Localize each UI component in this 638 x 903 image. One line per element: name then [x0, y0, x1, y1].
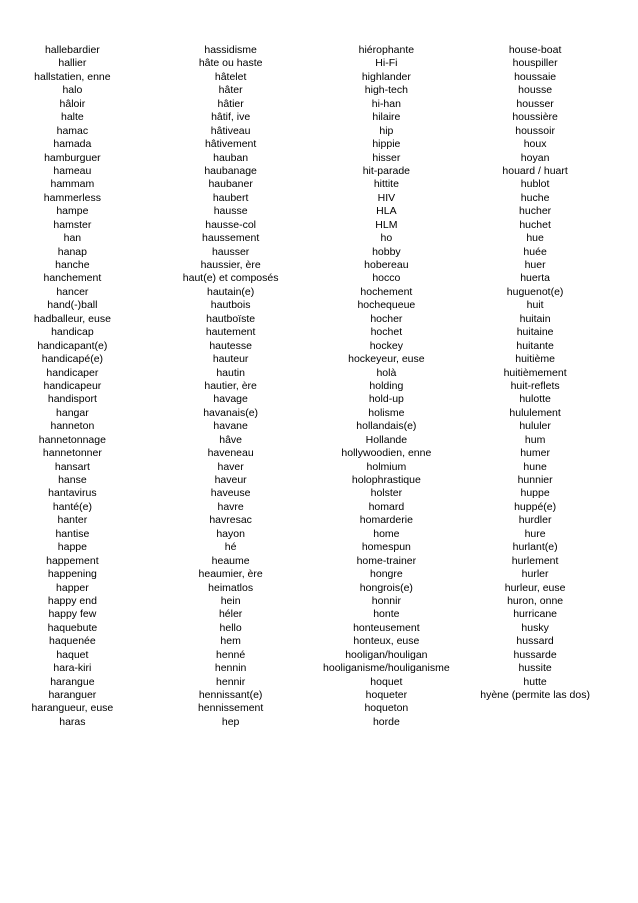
word-entry: hocco	[372, 272, 401, 285]
word-entry: hanter	[57, 514, 88, 527]
word-entry: Hi-Fi	[375, 57, 398, 70]
word-entry: haussement	[202, 232, 260, 245]
word-entry: huitaine	[516, 326, 554, 339]
word-column-4	[470, 44, 600, 729]
word-entry: happer	[56, 581, 89, 594]
word-entry: hennissant(e)	[198, 689, 263, 701]
word-entry: HLA	[376, 205, 397, 218]
word-entry: hausse-col	[205, 218, 257, 231]
word-entry: hautier, ère	[204, 379, 257, 392]
word-entry: hune	[523, 460, 547, 473]
word-column-2	[161, 44, 301, 729]
word-entry: huit	[526, 299, 544, 312]
word-entry: housse	[518, 84, 553, 97]
word-entry: hantise	[55, 527, 90, 540]
word-entry: happy few	[48, 608, 97, 621]
word-entry: hâtier	[217, 97, 244, 110]
word-entry: heimatlos	[208, 581, 254, 594]
word-entry: hochequeue	[357, 299, 416, 312]
word-entry: high-tech	[364, 84, 408, 97]
word-entry: hockey	[369, 339, 403, 352]
word-entry: haubert	[212, 191, 249, 204]
word-entry: hollandais(e)	[356, 420, 417, 433]
word-entry: horde	[372, 715, 400, 728]
word-entry: haveneau	[207, 447, 254, 460]
word-entry: hurlant(e)	[512, 541, 558, 554]
word-entry: hâtelet	[214, 70, 247, 83]
word-entry: hanneton	[50, 420, 95, 433]
word-entry: hooliganisme/houliganisme	[323, 662, 450, 675]
word-entry: hippie	[372, 138, 401, 151]
word-entry: haussier, ère	[200, 259, 261, 271]
word-entry: hauban	[213, 151, 249, 164]
word-entry: handicapé(e)	[41, 353, 104, 366]
word-entry: hanche	[55, 259, 90, 271]
word-entry: huitième	[515, 353, 555, 366]
word-entry: haubaner	[208, 178, 253, 191]
word-entry: hobereau	[364, 259, 409, 271]
word-entry: hublot	[520, 178, 550, 191]
word-entry: hameau	[53, 164, 92, 177]
word-entry: hâtif, ive	[211, 111, 251, 124]
word-entry: harangue	[50, 675, 95, 688]
word-entry: henné	[216, 648, 246, 661]
word-entry: ho	[380, 232, 393, 245]
word-entry: hilaire	[372, 111, 401, 124]
word-entry: haubanage	[204, 164, 257, 177]
word-entry: honnir	[371, 594, 401, 607]
word-entry: husky	[521, 621, 549, 634]
word-entry: hit-parade	[362, 164, 410, 177]
word-entry: huguenot(e)	[506, 285, 564, 298]
word-entry: holisme	[368, 406, 405, 419]
word-entry: hold-up	[368, 393, 404, 406]
word-entry: handicap	[51, 326, 94, 339]
word-entry: huitièmement	[503, 366, 567, 379]
word-entry: hampe	[56, 205, 89, 218]
word-entry: hammam	[50, 178, 95, 191]
word-entry: hautboïste	[206, 312, 256, 325]
word-entry: hautain(e)	[206, 285, 255, 298]
word-entry: happening	[47, 568, 97, 581]
word-entry: hanse	[58, 474, 87, 486]
word-entry: hausser	[211, 245, 250, 258]
word-entry: happement	[46, 554, 99, 567]
word-entry: huron, onne	[507, 594, 564, 607]
word-entry: hure	[524, 527, 546, 540]
word-entry: hochet	[370, 326, 403, 339]
word-entry: hi-han	[371, 97, 401, 110]
word-entry: hausse	[213, 205, 248, 218]
word-entry: héler	[218, 608, 243, 621]
word-entry: hiérophante	[358, 44, 415, 56]
word-entry: hucher	[519, 205, 552, 218]
word-entry: happe	[57, 541, 87, 554]
word-entry: hand(-)ball	[47, 299, 98, 312]
word-entry: home-trainer	[356, 554, 417, 567]
word-entry: hennissement	[197, 702, 264, 715]
word-entry: haquenée	[49, 635, 96, 648]
word-entry: hululement	[509, 406, 561, 419]
word-entry: hurleur, euse	[504, 581, 566, 594]
word-entry: holà	[376, 366, 397, 379]
word-entry: hittite	[373, 178, 399, 191]
word-entry: hockeyeur, euse	[348, 353, 425, 366]
word-entry: haquebute	[47, 621, 98, 634]
word-entry: hansart	[54, 460, 90, 473]
word-entry: hurler	[521, 568, 549, 581]
word-entry: HIV	[377, 191, 396, 204]
word-entry: haras	[59, 715, 86, 728]
word-entry: haveuse	[210, 487, 251, 500]
word-entry: honte	[373, 608, 400, 621]
word-entry: handicapant(e)	[37, 339, 108, 352]
word-entry: hyène (permite las dos)	[480, 689, 590, 701]
word-entry: hautbois	[210, 299, 251, 312]
word-entry: hoyan	[520, 151, 550, 164]
word-list-grid	[31, 44, 600, 729]
word-entry: havage	[213, 393, 248, 406]
word-entry: hep	[221, 715, 240, 728]
word-entry: hanté(e)	[52, 500, 92, 513]
word-entry: holophrastique	[351, 474, 421, 486]
word-entry: haveur	[214, 474, 247, 486]
word-entry: houssoir	[515, 124, 555, 137]
word-entry: halte	[60, 111, 84, 124]
word-entry: hooligan/houligan	[345, 648, 428, 661]
word-entry: hocher	[370, 312, 403, 325]
word-entry: heaume	[211, 554, 250, 567]
word-entry: hello	[219, 621, 242, 634]
word-entry: honteusement	[353, 621, 420, 634]
word-entry: havane	[213, 420, 248, 433]
word-entry: hancer	[56, 285, 89, 298]
word-entry: homard	[368, 500, 405, 513]
word-entry: haranguer	[48, 689, 97, 701]
word-entry: harangueur, euse	[31, 702, 114, 715]
word-column-1	[10, 44, 135, 729]
word-entry: hallstatien, enne	[34, 70, 111, 83]
word-entry: hara-kiri	[53, 662, 92, 675]
word-entry: housser	[516, 97, 554, 110]
word-entry: highlander	[361, 70, 411, 83]
word-entry: huitain	[519, 312, 551, 325]
word-entry: hautin	[216, 366, 245, 379]
word-entry: hautement	[205, 326, 256, 339]
word-entry: homarderie	[359, 514, 413, 527]
word-entry: hum	[524, 433, 546, 446]
word-entry: hâtiveau	[210, 124, 251, 137]
word-entry: hâtivement	[204, 138, 257, 151]
word-entry: hussard	[516, 635, 554, 648]
word-entry: hein	[220, 594, 241, 607]
word-entry: houard / huart	[502, 164, 568, 177]
word-entry: havresac	[209, 514, 252, 527]
word-entry: huerta	[520, 272, 550, 285]
word-entry: hanap	[57, 245, 87, 258]
word-entry: hoqueton	[364, 702, 409, 715]
word-entry: Hollande	[365, 433, 408, 446]
word-entry: hussarde	[513, 648, 557, 661]
word-entry: hamac	[56, 124, 89, 137]
word-entry: holding	[369, 379, 404, 392]
word-entry: huitante	[516, 339, 554, 352]
word-entry: hé	[224, 541, 237, 554]
word-entry: huer	[524, 259, 546, 271]
word-entry: hammerless	[43, 191, 101, 204]
word-entry: hutte	[523, 675, 547, 688]
word-entry: house-boat	[508, 44, 562, 56]
word-entry: huppé(e)	[514, 500, 557, 513]
word-entry: huit-reflets	[510, 379, 560, 392]
word-entry: hurlement	[511, 554, 559, 567]
word-entry: hongrois(e)	[359, 581, 413, 594]
word-entry: huche	[520, 191, 550, 204]
word-entry: handisport	[47, 393, 97, 406]
word-entry: houssaie	[514, 70, 557, 83]
word-entry: huppe	[520, 487, 550, 500]
word-entry: hue	[526, 232, 544, 245]
word-entry: hongre	[370, 568, 403, 581]
word-entry: havre	[217, 500, 244, 513]
word-entry: hollywoodien, enne	[341, 447, 432, 460]
word-entry: HLM	[375, 218, 398, 231]
word-entry: hip	[379, 124, 394, 137]
word-entry: hâter	[218, 84, 243, 97]
word-entry: haquet	[56, 648, 89, 661]
word-column-3	[317, 44, 457, 729]
word-entry: humer	[520, 447, 550, 460]
word-entry: heaumier, ère	[198, 568, 263, 581]
word-entry: handicaper	[46, 366, 99, 379]
word-entry: hannetonner	[42, 447, 102, 460]
word-entry: hochement	[360, 285, 413, 298]
word-entry: hunnier	[517, 474, 553, 486]
word-entry: hangar	[56, 406, 89, 419]
word-entry: hem	[220, 635, 241, 648]
word-entry: hussite	[518, 662, 552, 675]
word-entry: holmium	[366, 460, 407, 473]
word-entry: hennin	[214, 662, 247, 675]
word-entry: holster	[370, 487, 403, 500]
word-entry: hoqueter	[365, 689, 408, 701]
word-entry: houspiller	[512, 57, 558, 70]
word-entry: handicapeur	[43, 379, 102, 392]
word-entry: hisser	[372, 151, 401, 164]
word-entry: hâte ou haste	[198, 57, 263, 70]
word-entry: hassidisme	[204, 44, 257, 56]
word-entry: hululer	[519, 420, 551, 433]
word-entry: hamburguer	[44, 151, 101, 164]
word-entry: hâve	[219, 433, 243, 446]
word-entry: hallebardier	[44, 44, 100, 56]
word-entry: haver	[217, 460, 244, 473]
word-entry: hamada	[53, 138, 92, 151]
word-entry: houssière	[512, 111, 558, 124]
word-entry: houx	[523, 138, 547, 151]
word-entry: huée	[523, 245, 547, 258]
word-entry: happy end	[47, 594, 97, 607]
word-entry: hauteur	[212, 353, 249, 366]
word-entry: han	[63, 232, 82, 245]
word-entry: hallier	[58, 57, 87, 70]
word-entry: hoquet	[370, 675, 403, 688]
word-entry: honteux, euse	[353, 635, 420, 648]
word-entry: hayon	[216, 527, 245, 540]
word-entry: hennir	[216, 675, 246, 688]
word-entry: havanais(e)	[203, 406, 259, 419]
word-entry: hobby	[372, 245, 401, 258]
word-entry: hurricane	[513, 608, 557, 621]
word-entry: hannetonnage	[38, 433, 106, 446]
word-entry: huchet	[519, 218, 551, 231]
word-entry: hadballeur, euse	[33, 312, 111, 325]
word-entry: homespun	[361, 541, 411, 554]
word-entry: home	[373, 527, 400, 540]
word-entry: hâloir	[59, 97, 86, 110]
word-entry: hantavirus	[48, 487, 97, 500]
word-entry: hamster	[53, 218, 92, 231]
word-entry: halo	[62, 84, 83, 97]
word-entry: hanchement	[43, 272, 102, 285]
word-entry: hurdler	[518, 514, 552, 527]
word-entry: haut(e) et composés	[182, 272, 279, 285]
word-entry: hulotte	[519, 393, 551, 406]
word-entry: hautesse	[209, 339, 252, 352]
